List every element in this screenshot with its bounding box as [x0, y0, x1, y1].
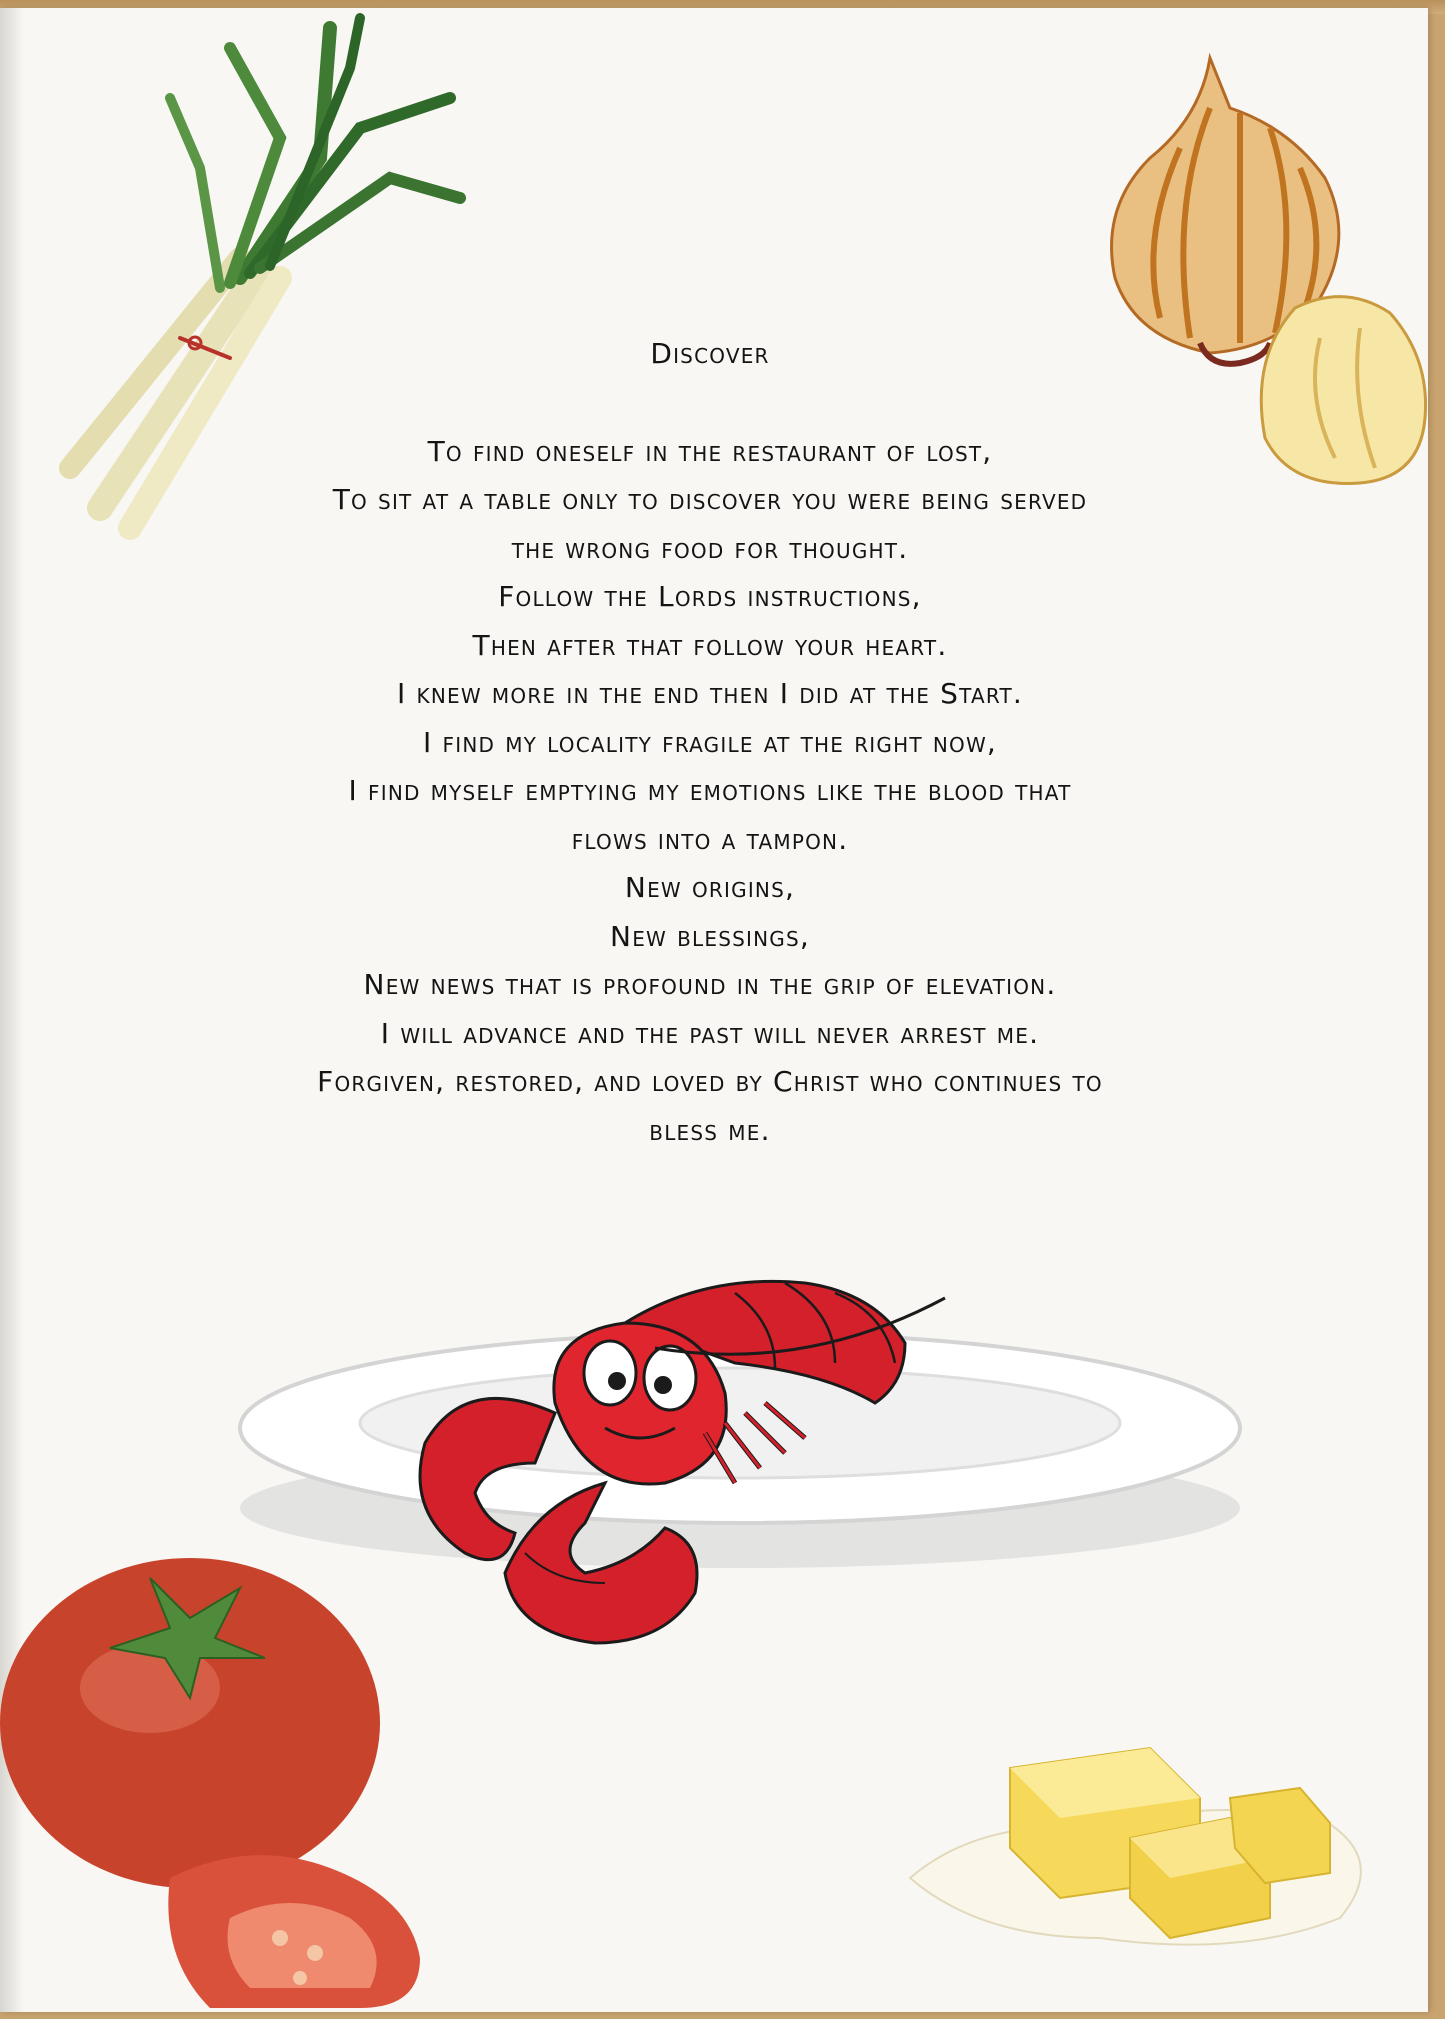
poem-line: To find oneself in the restaurant of lost, — [427, 434, 993, 468]
poem-line: Forgiven, restored, and loved by Christ who continues to — [317, 1065, 1103, 1098]
poem-line: Then after that follow your heart. — [472, 628, 948, 662]
poem-line: I knew more in the end then I did at the Start. — [396, 677, 1024, 710]
poem-line: New blessings, — [610, 919, 810, 953]
lobster-icon — [405, 1253, 1025, 1653]
poem-line: I find myself emptying my emotions like the blood that — [348, 774, 1072, 807]
poem-line: Follow the Lords instructions, — [498, 580, 922, 613]
poem-title: Discover — [650, 337, 770, 370]
poem-line: New origins, — [624, 871, 796, 904]
poem-line: flows into a tampon. — [571, 822, 849, 856]
poem-line: To sit at a table only to discover you were being served — [332, 483, 1088, 516]
butter-icon — [900, 1708, 1400, 1968]
poem-line: I find my locality fragile at the right now, — [422, 725, 998, 759]
poem-line: I will advance and the past will never arrest me. — [380, 1016, 1040, 1050]
poem — [190, 330, 1230, 1155]
poem-line: bless me. — [649, 1113, 771, 1147]
poem-line: the wrong food for thought. — [511, 531, 909, 565]
tomato-icon — [0, 1538, 460, 2018]
book-page — [0, 8, 1428, 2012]
poem-line: New news that is profound in the grip of elevation. — [363, 968, 1057, 1001]
